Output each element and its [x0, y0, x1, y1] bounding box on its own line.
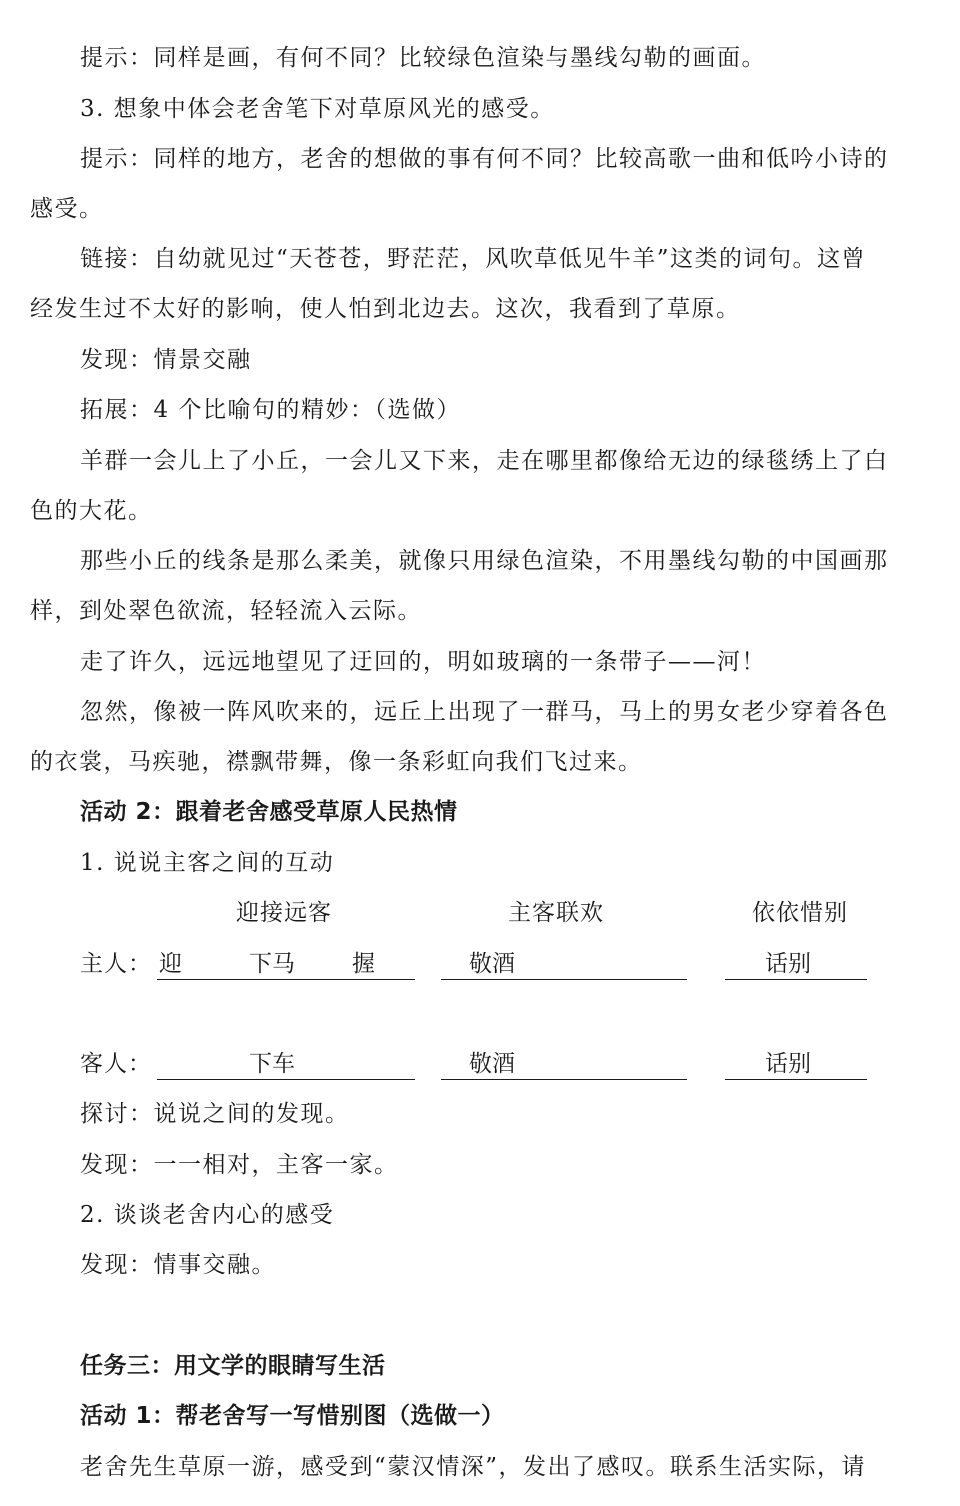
table-header-welcome: 迎接远客: [236, 900, 332, 926]
guest-party-blank: [441, 1049, 687, 1080]
line-simile-3: 走了许久，远远地望见了迂回的，明如玻璃的一条带子——河！: [80, 649, 766, 675]
line-hint-wish: 提示：同样的地方，老舍的想做的事有何不同？比较高歌一曲和低吟小诗的: [80, 146, 889, 172]
line-discovery-2: 发现：一一相对，主客一家。: [80, 1152, 399, 1178]
host-welcome-word-2: 下马: [249, 951, 295, 977]
guest-label: 客人：: [80, 1051, 152, 1077]
line-simile-1: 羊群一会儿上了小丘，一会儿又下来，走在哪里都像给无边的绿毯绣上了白: [80, 448, 889, 474]
host-welcome-word-1: 迎: [159, 951, 182, 977]
line-simile-4-cont: 的衣裳，马疾驰，襟飘带舞，像一条彩虹向我们飞过来。: [30, 749, 643, 775]
line-discuss: 探讨：说说之间的发现。: [80, 1101, 350, 1127]
host-farewell-word: 话别: [765, 951, 811, 977]
line-item-3: 3. 想象中体会老舍笔下对草原风光的感受。: [80, 96, 555, 122]
line-extension: 拓展：4 个比喻句的精妙：（选做）: [80, 397, 461, 423]
host-welcome-blank: [157, 949, 415, 980]
host-farewell-blank: [725, 949, 867, 980]
line-simile-2-cont: 样，到处翠色欲流，轻轻流入云际。: [30, 598, 422, 624]
guest-welcome-blank: [157, 1049, 415, 1080]
host-label: 主人：: [80, 951, 152, 977]
activity-2-heading: 活动 2：跟着老舍感受草原人民热情: [80, 799, 458, 825]
line-discovery-3: 发现：情事交融。: [80, 1252, 276, 1278]
task-3-heading: 任务三：用文学的眼睛写生活: [80, 1353, 386, 1379]
line-hint-painting: 提示：同样是画，有何不同？比较绿色渲染与墨线勾勒的画面。: [80, 45, 766, 71]
line-item-2: 2. 谈谈老舍内心的感受: [80, 1202, 335, 1228]
line-hint-wish-cont: 感受。: [30, 196, 104, 222]
guest-farewell-word: 话别: [765, 1051, 811, 1077]
host-party-word: 敬酒: [469, 951, 515, 977]
line-simile-1-cont: 色的大花。: [30, 498, 153, 524]
line-item-1: 1. 说说主客之间的互动: [80, 850, 335, 876]
line-task-intro: 老舍先生草原一游，感受到“蒙汉情深”，发出了感叹。联系生活实际，请: [80, 1454, 867, 1480]
guest-party-word: 敬酒: [469, 1051, 515, 1077]
table-header-farewell: 依依惜别: [752, 900, 848, 926]
host-party-blank: [441, 949, 687, 980]
line-simile-2: 那些小丘的线条是那么柔美，就像只用绿色渲染，不用墨线勾勒的中国画那: [80, 548, 889, 574]
activity-1-heading: 活动 1：帮老舍写一写惜别图（选做一）: [80, 1403, 505, 1429]
line-simile-4: 忽然，像被一阵风吹来的，远丘上出现了一群马，马上的男女老少穿着各色: [80, 699, 889, 725]
guest-welcome-word: 下车: [249, 1051, 295, 1077]
line-discovery-1: 发现：情景交融: [80, 347, 252, 373]
line-link-cont: 经发生过不太好的影响，使人怕到北边去。这次，我看到了草原。: [30, 296, 741, 322]
table-header-party: 主客联欢: [508, 900, 604, 926]
guest-farewell-blank: [725, 1049, 867, 1080]
line-link: 链接：自幼就见过“天苍苍，野茫茫，风吹草低见牛羊”这类的词句。这曾: [80, 246, 867, 272]
host-welcome-word-3: 握: [352, 951, 375, 977]
